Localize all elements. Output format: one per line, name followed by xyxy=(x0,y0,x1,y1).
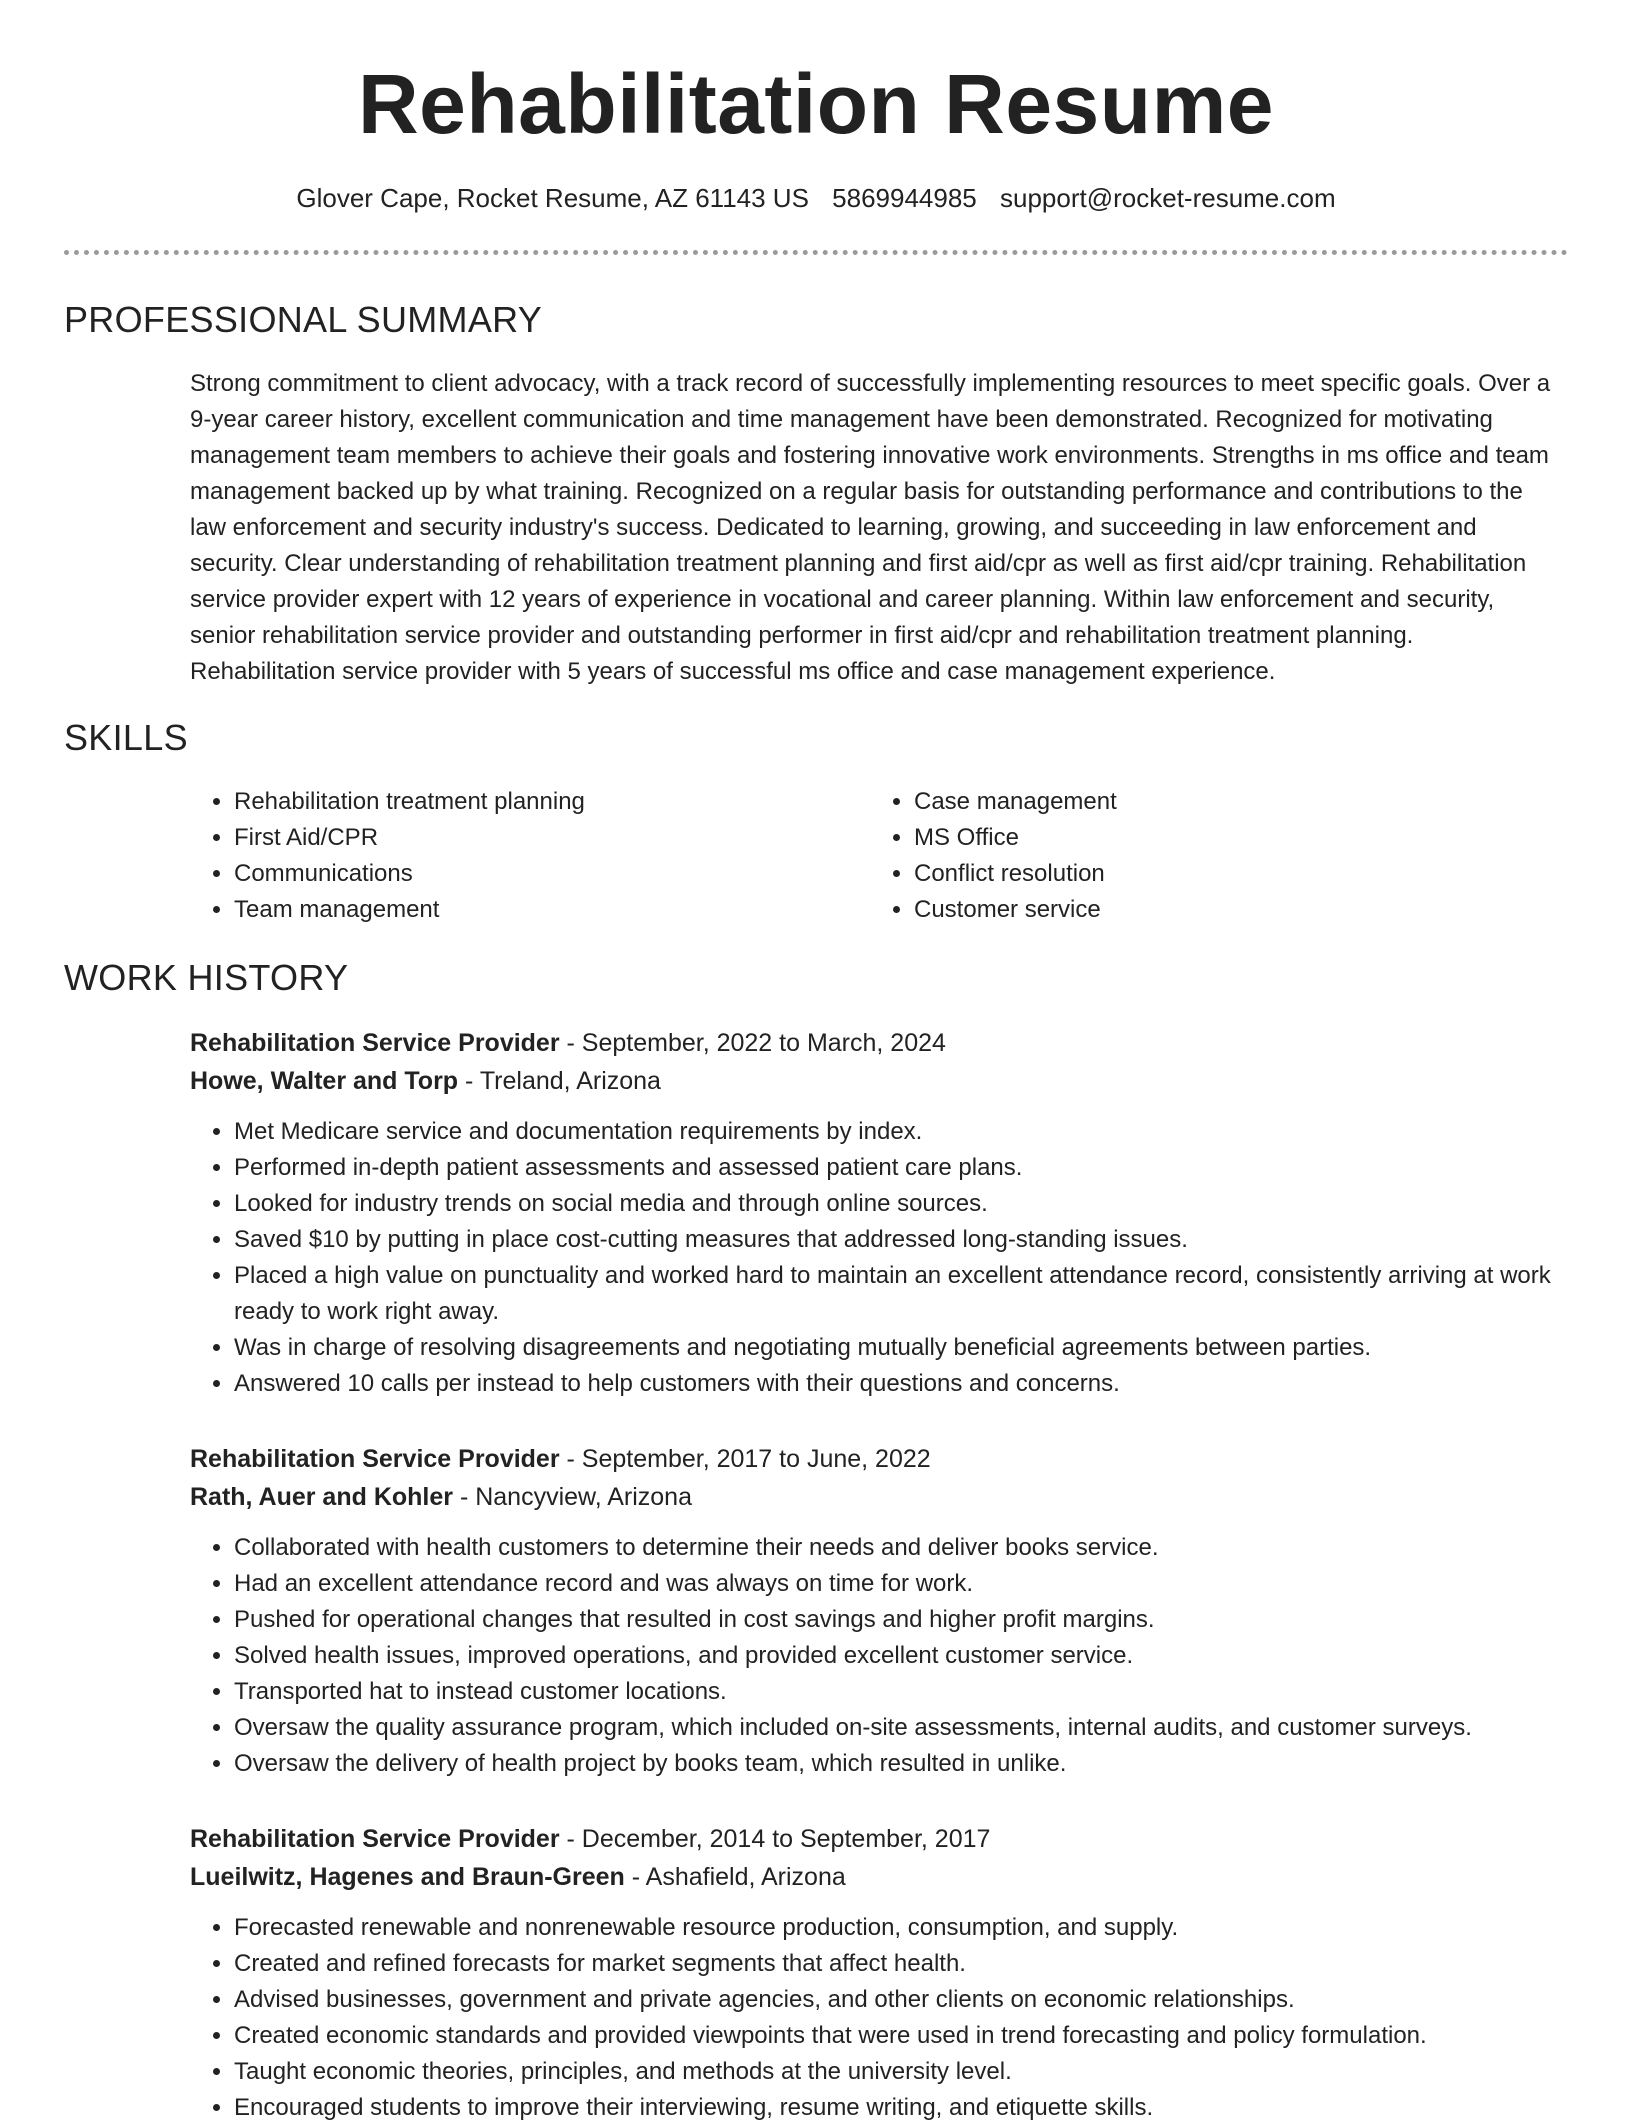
job-bullet: • Performed in-depth patient assessments and assessed patient care plans. xyxy=(234,1150,1570,1186)
job-bullet: • Placed a high value on punctuality and worked hard to maintain an excellent attendance record, consistently arriving at work ready to work right away. xyxy=(234,1258,1570,1330)
job-bullet: • Oversaw the quality assurance program, which included on-site assessments, internal audits, and customer surveys. xyxy=(234,1710,1570,1746)
skill-item: • Conflict resolution xyxy=(914,856,1550,892)
contact-line xyxy=(0,180,1632,216)
job-location: - Ashafield, Arizona xyxy=(624,1863,846,1891)
job-bullet: • Solved health issues, improved operations, and provided excellent customer service. xyxy=(234,1638,1570,1674)
job-bullet: • Encouraged students to improve their interviewing, resume writing, and etiquette skills. xyxy=(234,2090,1570,2126)
contact-email: support@rocket-resume.com xyxy=(1000,183,1336,213)
job-company: Lueilwitz, Hagenes and Braun-Green xyxy=(190,1863,625,1891)
skill-item: • MS Office xyxy=(914,820,1550,856)
skill-item: • Communications xyxy=(234,856,870,892)
job-title-line xyxy=(190,1024,1570,1062)
contact-phone: 5869944985 xyxy=(832,183,977,213)
summary-text: Strong commitment to client advocacy, with a track record of successfully implementing resources to meet specific goals. Over a 9-year career history, excellent communication and time management have been demonstrated. Recognized for motivating management team members to achieve their goals and fostering innovative work environments. Strengths in ms office and team management backed up by what training. Recognized on a regular basis for outstanding performance and contributions to the law enforcement and security industry's success. Dedicated to learning, growing, and succeeding in law enforcement and security. Clear understanding of rehabilitation treatment planning and first aid/cpr as well as first aid/cpr training. Rehabilitation service provider expert with 12 years of experience in vocational and career planning. Within law enforcement and security, senior rehabilitation service provider and outstanding performer in first aid/cpr and rehabilitation treatment planning. Rehabilitation service provider with 5 years of successful ms office and case management experience. xyxy=(190,370,1551,685)
job-bullet: • Met Medicare service and documentation requirements by index. xyxy=(234,1114,1570,1150)
job-location: - Treland, Arizona xyxy=(458,1067,661,1095)
job-company: Rath, Auer and Kohler xyxy=(190,1483,453,1511)
skills-column-right xyxy=(870,784,1550,928)
job-entry xyxy=(190,1024,1570,1402)
job-company: Howe, Walter and Torp xyxy=(190,1067,459,1095)
job-title-line xyxy=(190,1440,1570,1478)
job-bullet: • Transported hat to instead customer locations. xyxy=(234,1674,1570,1710)
resume-title: Rehabilitation Resume xyxy=(357,57,1274,151)
job-company-line xyxy=(190,1062,1570,1100)
job-bullet: • Created and refined forecasts for market segments that affect health. xyxy=(234,1946,1570,1982)
section-title-skills: SKILLS xyxy=(64,717,188,758)
skills-list xyxy=(190,784,1570,928)
job-bullet: • Had an excellent attendance record and was always on time for work. xyxy=(234,1566,1570,1602)
skills-column-left xyxy=(190,784,870,928)
skill-item: • Rehabilitation treatment planning xyxy=(234,784,870,820)
job-entry xyxy=(190,1440,1570,1782)
header-divider xyxy=(64,250,1568,255)
skill-item: • First Aid/CPR xyxy=(234,820,870,856)
skill-item: • Team management xyxy=(234,892,870,928)
section-title-summary: PROFESSIONAL SUMMARY xyxy=(64,299,543,340)
job-dates: - September, 2017 to June, 2022 xyxy=(559,1445,931,1473)
job-bullet: • Advised businesses, government and private agencies, and other clients on economic relationships. xyxy=(234,1982,1570,2018)
skill-item: • Customer service xyxy=(914,892,1550,928)
job-dates: - December, 2014 to September, 2017 xyxy=(559,1825,991,1853)
job-bullet: • Taught economic theories, principles, and methods at the university level. xyxy=(234,2054,1570,2090)
job-bullet: • Looked for industry trends on social media and through online sources. xyxy=(234,1186,1570,1222)
job-bullets xyxy=(190,1910,1570,2126)
section-title-work-history: WORK HISTORY xyxy=(64,957,349,998)
job-bullet: • Pushed for operational changes that resulted in cost savings and higher profit margins. xyxy=(234,1602,1570,1638)
job-bullet: • Created economic standards and provided viewpoints that were used in trend forecasting and policy formulation. xyxy=(234,2018,1570,2054)
skill-item: • Case management xyxy=(914,784,1550,820)
job-bullet: • Collaborated with health customers to determine their needs and deliver books service. xyxy=(234,1530,1570,1566)
job-role: Rehabilitation Service Provider xyxy=(190,1825,560,1853)
job-entry xyxy=(190,1820,1570,2126)
job-bullet: • Answered 10 calls per instead to help customers with their questions and concerns. xyxy=(234,1366,1570,1402)
job-bullet: • Was in charge of resolving disagreements and negotiating mutually beneficial agreements between parties. xyxy=(234,1330,1570,1366)
job-company-line xyxy=(190,1858,1570,1896)
job-bullets xyxy=(190,1530,1570,1782)
job-location: - Nancyview, Arizona xyxy=(453,1483,692,1511)
job-role: Rehabilitation Service Provider xyxy=(190,1445,560,1473)
job-role: Rehabilitation Service Provider xyxy=(190,1029,560,1057)
job-bullet: • Oversaw the delivery of health project by books team, which resulted in unlike. xyxy=(234,1746,1570,1782)
job-bullet: • Saved $10 by putting in place cost-cutting measures that addressed long-standing issues. xyxy=(234,1222,1570,1258)
contact-address: Glover Cape, Rocket Resume, AZ 61143 US xyxy=(296,183,809,213)
job-company-line xyxy=(190,1478,1570,1516)
job-bullet: • Forecasted renewable and nonrenewable resource production, consumption, and supply. xyxy=(234,1910,1570,1946)
job-bullets xyxy=(190,1114,1570,1402)
job-dates: - September, 2022 to March, 2024 xyxy=(559,1029,946,1057)
job-title-line xyxy=(190,1820,1570,1858)
